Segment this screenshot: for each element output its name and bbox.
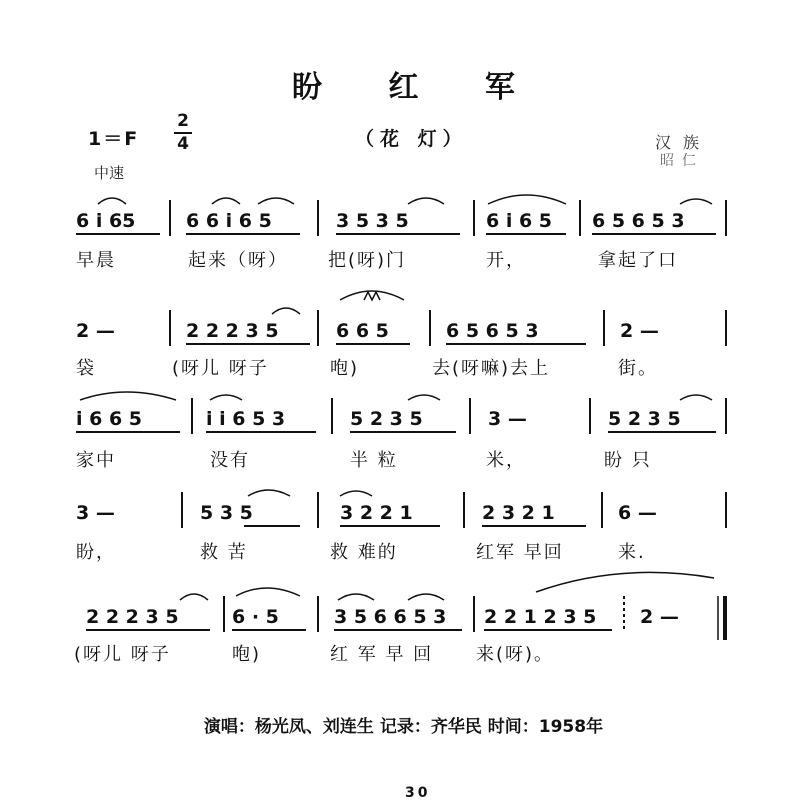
lyric-text: 红 军 早 回: [330, 644, 434, 665]
slur: [536, 572, 714, 592]
slur: [272, 308, 300, 314]
lyric-text: 袋: [76, 358, 96, 379]
slur: [212, 198, 240, 204]
time-signature-bottom: 4: [177, 134, 189, 154]
ethnic-label: 汉族: [655, 133, 712, 152]
slur: [408, 198, 444, 204]
slur: [98, 198, 126, 204]
slur: [340, 491, 372, 496]
measure-notes: 2 2 2 3 5: [186, 320, 279, 342]
measure-notes: 3 —: [76, 502, 115, 524]
place-label: 昭仁: [660, 153, 704, 169]
lyric-text: 咆): [330, 358, 360, 379]
slur: [338, 594, 374, 600]
measure-notes: 5 3 5: [200, 502, 253, 524]
measure-notes: 2 —: [620, 320, 659, 342]
measure-notes: 3 5 3 5: [336, 210, 409, 232]
slur: [408, 395, 440, 400]
slur: [180, 594, 208, 600]
measure-notes: i 6 6 5: [76, 408, 143, 430]
slur: [236, 588, 300, 596]
lyric-text: 救 难的: [330, 542, 398, 563]
lyric-text: 拿起了口: [598, 250, 678, 271]
measure-notes: 5 2 3 5: [608, 408, 681, 430]
lyric-text: 街。: [618, 358, 658, 379]
lyric-text: 去(呀嘛)去上: [432, 358, 551, 379]
measure-notes: 6 6 i 6 5: [186, 210, 272, 232]
measure-notes: 6 5 6 5 3: [446, 320, 539, 342]
slur: [408, 594, 444, 600]
lyric-text: 米，: [486, 450, 526, 471]
lyric-text: 来(呀)。: [476, 644, 555, 665]
slur: [248, 490, 290, 496]
lyric-text: 来.: [618, 542, 646, 563]
lyric-text: 半 粒: [350, 450, 398, 471]
slur: [680, 395, 712, 400]
measure-notes: 6 i 65: [76, 210, 136, 232]
measure-notes: 6 —: [618, 502, 657, 524]
lyric-text: 把(呀)门: [328, 250, 407, 271]
measure-notes: 6 · 5: [232, 606, 279, 628]
measure-notes: i i 6 5 3: [206, 408, 286, 430]
lyric-text: 咆): [232, 644, 262, 665]
measure-notes: 6 5 6 5 3: [592, 210, 685, 232]
lyric-text: 开，: [486, 250, 526, 271]
measure-notes: 3 2 2 1: [340, 502, 413, 524]
lyric-text: 家中: [76, 450, 116, 471]
slur: [488, 195, 566, 204]
lyric-text: (呀儿 呀子: [172, 358, 269, 379]
measure-notes: 3 5 6 6 5 3: [334, 606, 447, 628]
measure-notes: 5 2 3 5: [350, 408, 423, 430]
measure-notes: 2 —: [76, 320, 115, 342]
key-signature: 1＝F: [88, 128, 140, 150]
measure-notes: 2 —: [640, 606, 679, 628]
song-title: 盼 红 军: [292, 70, 543, 105]
credits-line: 演唱：杨光凤、刘连生 记录：齐华民 时间：1958年: [203, 717, 604, 737]
lyric-text: (呀儿 呀子: [74, 644, 171, 665]
lyric-text: 红军 早回: [476, 542, 564, 563]
time-signature-top: 2: [177, 111, 189, 131]
lyric-text: 盼 只: [604, 450, 652, 471]
tempo-marking: 中速: [94, 164, 125, 182]
measure-notes: 3 —: [488, 408, 527, 430]
slur: [80, 392, 176, 400]
page-number: 30: [405, 785, 431, 801]
lyric-text: 没有: [210, 450, 250, 471]
measure-notes: 2 2 2 3 5: [86, 606, 179, 628]
measure-notes: 2 2 1 2 3 5: [484, 606, 597, 628]
lyric-text: 救 苦: [200, 542, 248, 563]
measure-notes: 6 i 6 5: [486, 210, 553, 232]
trill-mark: [364, 292, 380, 300]
lyric-text: 起来（呀）: [188, 250, 288, 271]
slur: [680, 199, 712, 204]
lyric-text: 早晨: [76, 250, 116, 271]
genre-label: （花 灯）: [355, 128, 468, 150]
measure-notes: 2 3 2 1: [482, 502, 555, 524]
lyric-text: 盼，: [76, 542, 116, 563]
slur: [258, 198, 294, 204]
slur: [210, 395, 242, 400]
measure-notes: 6 6 5: [336, 320, 389, 342]
